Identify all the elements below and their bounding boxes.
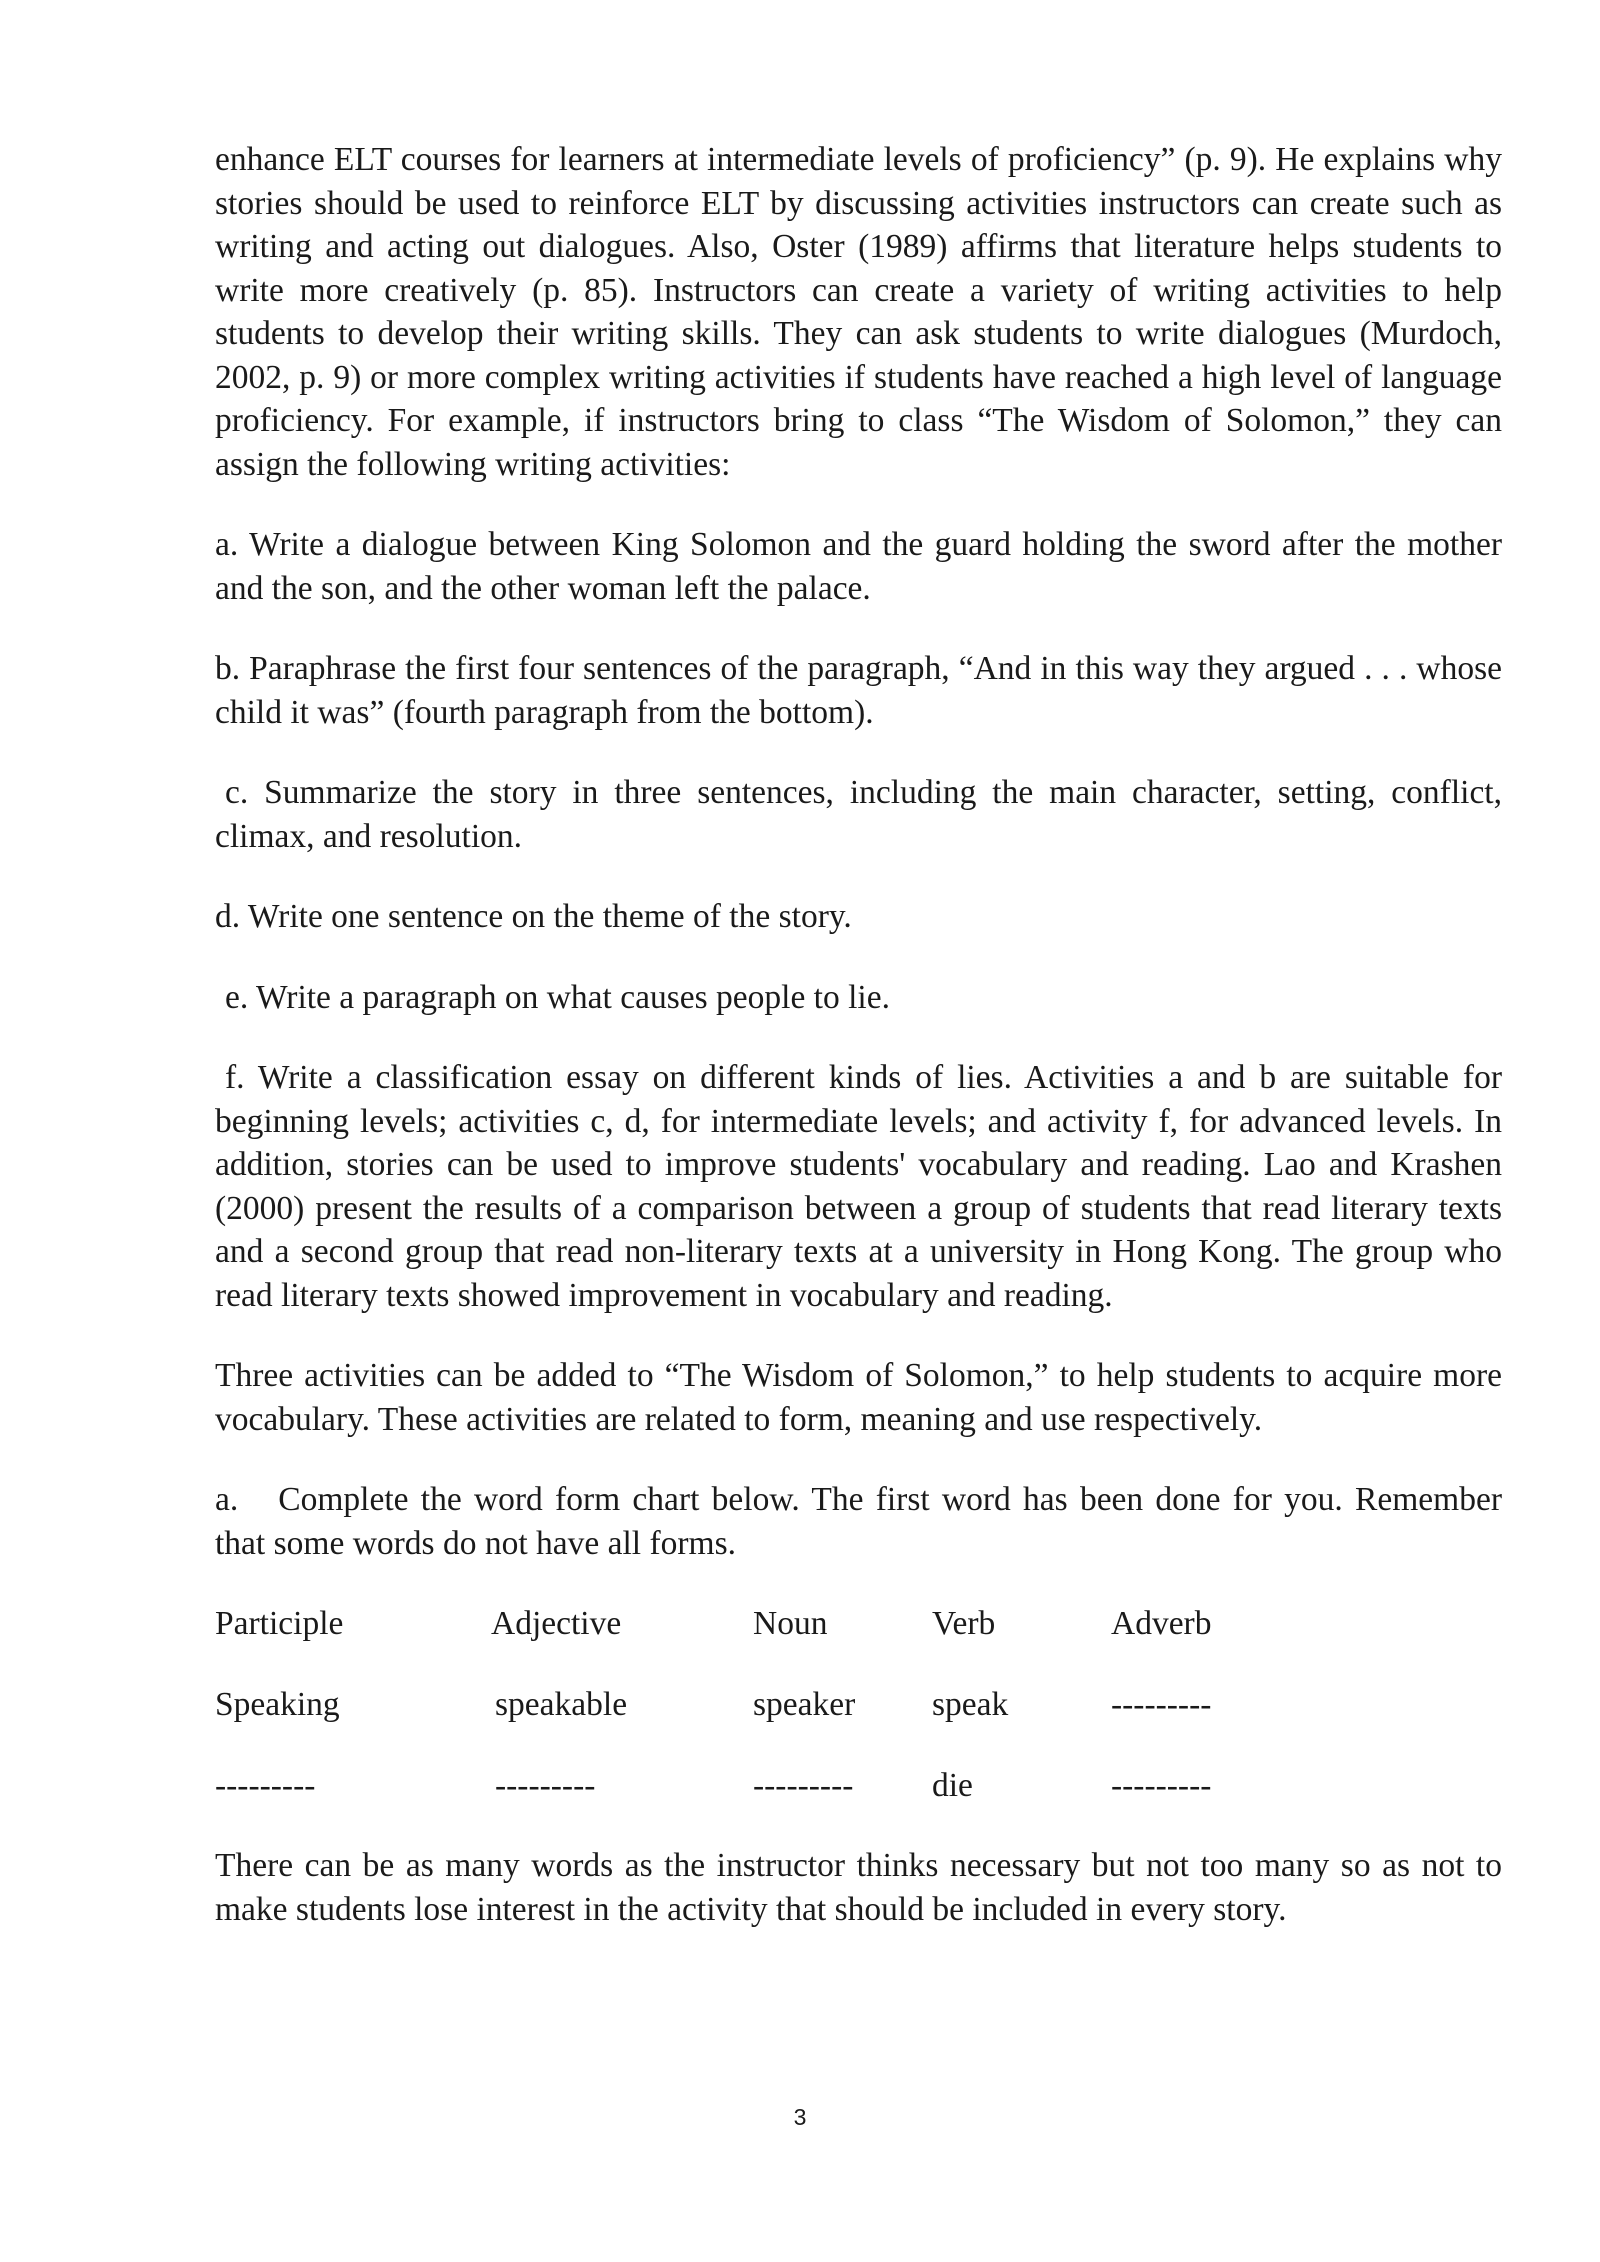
- word-form-chart-row: [215, 1683, 1311, 1764]
- vocabulary-activity-a-label: a.: [215, 1481, 239, 1518]
- word-form-chart-header-row: [215, 1602, 1311, 1683]
- chart-cell: Speaking: [215, 1686, 340, 1723]
- chart-cell: speaker: [753, 1686, 856, 1723]
- writing-activity-f: f. Write a classification essay on different kinds of lies. Activities a and b are suitable for beginning levels; activities c, d, for intermediate levels; and activity f, for advanced levels. In addition, stories can be used to improve students' vocabulary and reading. Lao and Krashen (2000) present the results of a comparison between a group of students that read literary texts and a second group that read non-literary texts at a university in Hong Kong. The group who read literary texts showed improvement in vocabulary and reading.: [215, 1059, 1502, 1314]
- chart-cell: ---------: [1111, 1686, 1212, 1723]
- header-adjective: Adjective: [491, 1605, 622, 1642]
- body-paragraph-intro: enhance ELT courses for learners at intermediate levels of proficiency” (p. 9). He explains why stories should be used to reinforce ELT by discussing activities instructors can create such as writing and acting out dialogues. Also, Oster (1989) affirms that literature helps students to write more creatively (p. 85). Instructors can create a variety of writing activities to help students to develop their writing skills. They can ask students to write dialogues (Murdoch, 2002, p. 9) or more complex writing activities if students have reached a high level of language proficiency. For example, if instructors bring to class “The Wisdom of Solomon,” they can assign the following writing activities:: [215, 141, 1502, 483]
- chart-cell: ---------: [215, 1767, 316, 1804]
- writing-activity-b: b. Paraphrase the first four sentences of the paragraph, “And in this way they argued . . . whose child it was” (fourth paragraph from the bottom).: [215, 650, 1502, 731]
- chart-cell: ---------: [753, 1767, 854, 1804]
- chart-cell: speak: [932, 1686, 1009, 1723]
- writing-activity-d: d. Write one sentence on the theme of the story.: [215, 898, 852, 935]
- writing-activity-c: c. Summarize the story in three sentences, including the main character, setting, conflict, climax, and resolution.: [215, 774, 1502, 855]
- header-verb: Verb: [932, 1605, 996, 1642]
- chart-cell: die: [932, 1767, 973, 1804]
- writing-activity-a: a. Write a dialogue between King Solomon and the guard holding the sword after the mother and the son, and the other woman left the palace.: [215, 526, 1502, 607]
- header-participle: Participle: [215, 1605, 344, 1642]
- chart-cell: speakable: [495, 1686, 628, 1723]
- word-form-chart: [215, 1602, 1311, 1844]
- chart-cell: ---------: [1111, 1767, 1212, 1804]
- header-noun: Noun: [753, 1605, 828, 1642]
- page-content: [215, 138, 1502, 1968]
- vocabulary-activity-a-text: Complete the word form chart below. The first word has been done for you. Remember that some words do not have all forms.: [215, 1481, 1502, 1562]
- page-number: 3: [793, 2104, 807, 2130]
- vocabulary-activity-a: [215, 1478, 1502, 1565]
- vocabulary-paragraph: Three activities can be added to “The Wisdom of Solomon,” to help students to acquire more vocabulary. These activities are related to form, meaning and use respectively.: [215, 1357, 1502, 1438]
- writing-activity-e: e. Write a paragraph on what causes people to lie.: [225, 978, 890, 1016]
- word-form-chart-row: [215, 1764, 1311, 1844]
- header-adverb: Adverb: [1111, 1605, 1212, 1642]
- chart-cell: ---------: [495, 1767, 596, 1804]
- closing-paragraph: There can be as many words as the instructor thinks necessary but not too many so as not to make students lose interest in the activity that should be included in every story.: [215, 1847, 1502, 1928]
